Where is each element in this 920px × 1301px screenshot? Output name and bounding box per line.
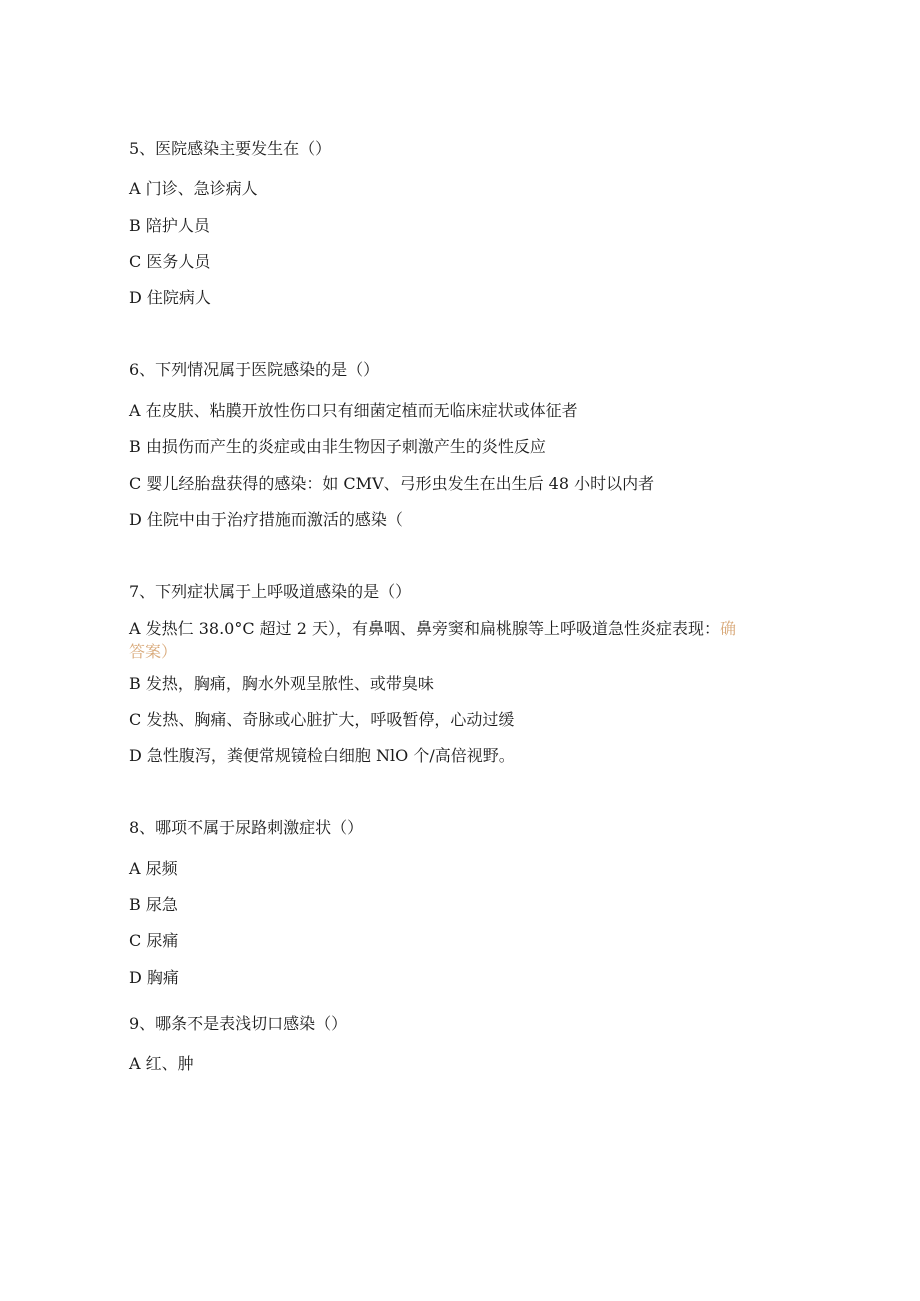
question-7-option-a-text: A 发热仁 38.0°C 超过 2 天），有鼻咽、鼻旁窦和扁桃腺等上呼吸道急性炎症表现： [129,619,721,638]
answer-hint-wrap: 答案） [129,642,178,661]
question-6-option-a: A 在皮肤、粘膜开放性伤口只有细菌定植而无临床症状或体征者 [129,401,578,420]
question-8-stem: 8、哪项不属于尿路刺激症状（） [129,818,364,837]
question-5-option-a: A 门诊、急诊病人 [129,179,258,198]
question-8-option-c: C 尿痛 [129,931,179,950]
answer-hint-tail: 确 [720,619,737,638]
question-7-stem: 7、下列症状属于上呼吸道感染的是（） [129,582,412,601]
question-7-option-d: D 急性腹泻，粪便常规镜检白细胞 NlO 个/高倍视野。 [129,746,515,765]
question-6-option-d: D 住院中由于治疗措施而激活的感染（ [129,510,403,529]
question-7-option-c: C 发热、胸痛、奇脉或心脏扩大，呼吸暂停，心动过缓 [129,710,515,729]
question-6-option-c: C 婴儿经胎盘获得的感染：如 CMV、弓形虫发生在出生后 48 小时以内者 [129,474,655,493]
question-8-option-d: D 胸痛 [129,968,179,987]
question-9-stem: 9、哪条不是表浅切口感染（） [129,1014,348,1033]
question-8-option-a: A 尿频 [129,859,178,878]
question-5-option-b: B 陪护人员 [129,216,210,235]
question-6-stem: 6、下列情况属于医院感染的是（） [129,360,380,379]
question-5-option-d: D 住院病人 [129,288,211,307]
question-7-option-b: B 发热，胸痛，胸水外观呈脓性、或带臭味 [129,674,434,693]
question-7-option-a [129,619,736,639]
question-6-option-b: B 由损伤而产生的炎症或由非生物因子刺激产生的炎性反应 [129,437,546,456]
question-5-option-c: C 医务人员 [129,252,211,271]
question-5-stem: 5、医院感染主要发生在（） [129,139,332,158]
question-9-option-a: A 红、肿 [129,1054,194,1073]
question-8-option-b: B 尿急 [129,895,178,914]
